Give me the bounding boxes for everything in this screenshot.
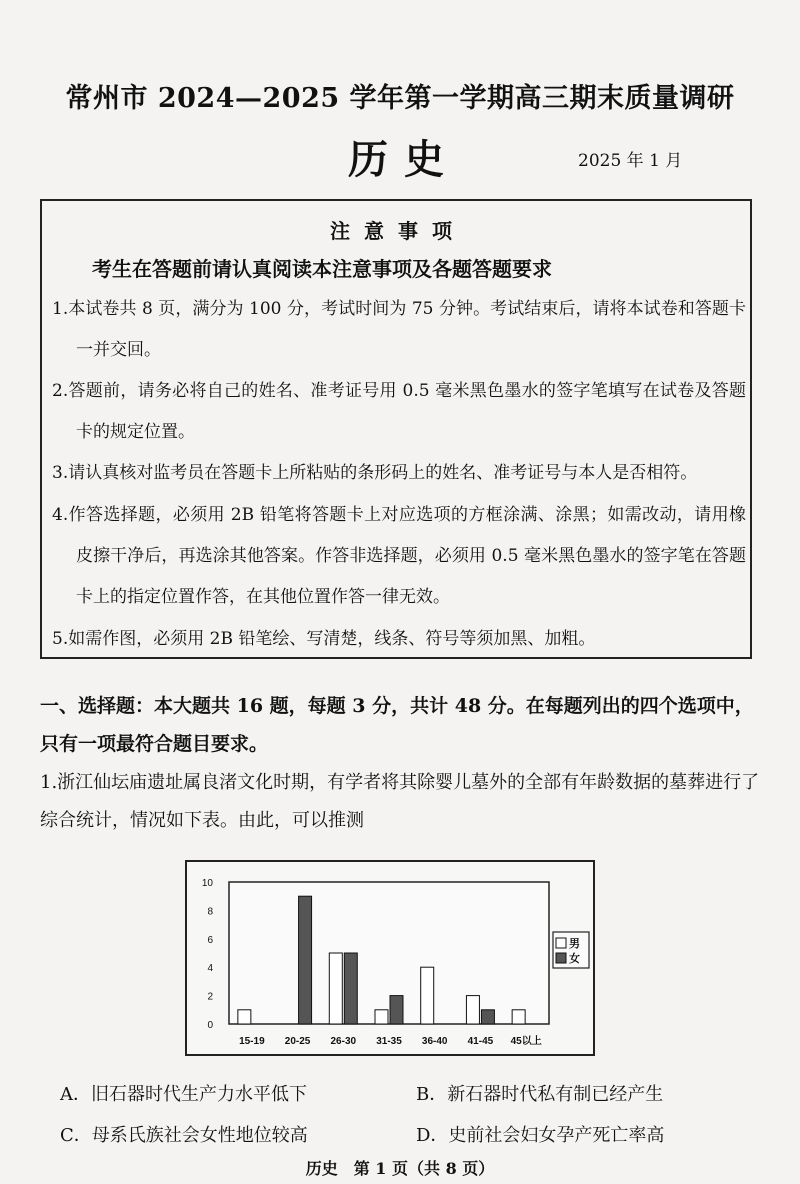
- bar-male: [421, 967, 434, 1024]
- bar-male: [375, 1010, 388, 1024]
- notice-item: 5.如需作图，必须用 2B 铅笔绘、写清楚，线条、符号等须加黑、加粗。: [52, 629, 596, 649]
- y-tick-label: 10: [201, 878, 213, 889]
- option-b[interactable]: B．新石器时代私有制已经产生: [416, 1084, 664, 1105]
- x-tick-label: 41-45: [467, 1036, 494, 1047]
- x-tick-label: 26-30: [330, 1036, 357, 1047]
- option-a[interactable]: A．旧石器时代生产力水平低下: [60, 1084, 307, 1105]
- notice-item: 1.本试卷共 8 页，满分为 100 分，考试时间为 75 分钟。考试结束后，请将本试卷和答题卡一并交回。: [52, 299, 746, 360]
- y-tick-label: 0: [207, 1020, 213, 1031]
- y-tick-label: 6: [207, 934, 213, 946]
- question-1-stem: 1.浙江仙坛庙遗址属良渚文化时期，有学者将其除婴儿墓外的全部有年龄数据的墓葬进行了综合统计，情况如下表。由此，可以推测: [40, 772, 760, 831]
- notice-item: 2.答题前，请务必将自己的姓名、准考证号用 0.5 毫米黑色墨水的签字笔填写在试卷及答题卡的规定位置。: [52, 381, 746, 442]
- x-tick-label: 20-25: [284, 1036, 311, 1047]
- y-tick-label: 2: [207, 991, 213, 1003]
- bar-female: [481, 1010, 494, 1024]
- x-tick-label: 31-35: [376, 1036, 402, 1047]
- bar-male: [238, 1010, 251, 1024]
- legend-swatch-female: [556, 953, 566, 963]
- bar-male: [512, 1010, 525, 1024]
- notice-heading: 注意事项: [330, 219, 466, 243]
- bar-male: [329, 953, 342, 1024]
- x-tick-label: 36-40: [421, 1036, 448, 1047]
- legend-label: 男: [569, 937, 580, 950]
- plot-area: [229, 882, 549, 1024]
- chart-frame: [185, 860, 595, 1056]
- notice-item: 4.作答选择题，必须用 2B 铅笔将答题卡上对应选项的方框涂满、涂黑；如需改动，请用橡皮擦干净后，再选涂其他答案。作答非选择题，必须用 0.5 毫米黑色墨水的签字笔在答题卡上的指定位置作答，在其他位置作答一律无效。: [52, 505, 746, 607]
- bar-female: [390, 996, 403, 1024]
- section-heading: 一、选择题：本大题共 16 题，每题 3 分，共计 48 分。在每题列出的四个选项中，只有一项最符合题目要求。: [40, 695, 754, 755]
- legend-swatch-male: [556, 938, 566, 948]
- notice-item: 3.请认真核对监考员在答题卡上所粘贴的条形码上的姓名、准考证号与本人是否相符。: [52, 463, 698, 483]
- bar-female: [344, 953, 357, 1024]
- notice-subheading: 考生在答题前请认真阅读本注意事项及各题答题要求: [92, 257, 552, 281]
- option-d[interactable]: D．史前社会妇女孕产死亡率高: [416, 1125, 665, 1146]
- option-c[interactable]: C．母系氏族社会女性地位较高: [60, 1125, 308, 1146]
- exam-date: 2025 年 1 月: [578, 151, 683, 171]
- y-tick-label: 4: [207, 963, 213, 975]
- x-tick-label: 45以上: [510, 1036, 542, 1047]
- page-footer: 历史 第 1 页（共 8 页）: [305, 1159, 495, 1178]
- y-tick-label: 8: [207, 906, 213, 918]
- notice-box: [40, 199, 752, 659]
- legend-label: 女: [569, 952, 580, 965]
- bar-female: [299, 896, 312, 1024]
- exam-title: 常州市 2024—2025 学年第一学期高三期末质量调研: [65, 83, 735, 114]
- age-distribution-chart: [187, 862, 593, 1054]
- bar-male: [466, 996, 479, 1024]
- subject-title: 历史: [348, 136, 460, 183]
- x-tick-label: 15-19: [239, 1036, 265, 1047]
